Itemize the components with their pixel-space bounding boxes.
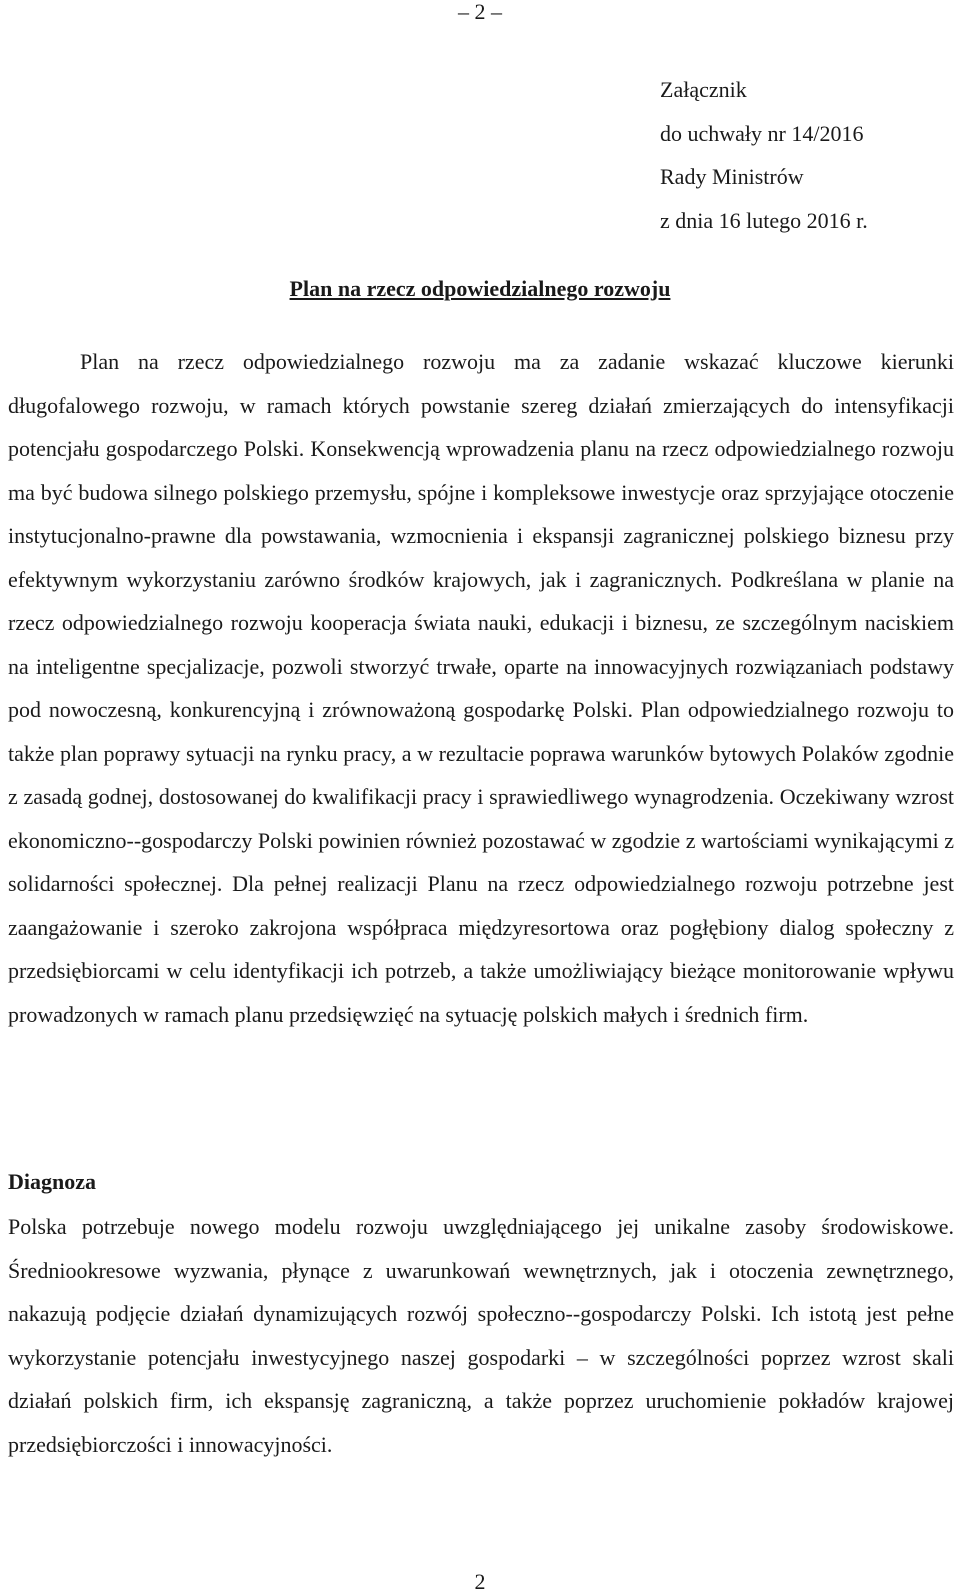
annex-date: z dnia 16 lutego 2016 r. (660, 207, 868, 233)
annex-block (660, 68, 868, 242)
annex-issuer: Rady Ministrów (660, 164, 804, 189)
header-page-number: – 2 – (458, 0, 502, 24)
annex-label: Załącznik (660, 77, 747, 102)
footer-page-number: 2 (474, 1569, 486, 1594)
intro-paragraph: Plan na rzecz odpowiedzialnego rozwoju ma za zadanie wskazać kluczowe kierunki długofalowego rozwoju, w ramach których powstanie szereg działań zmierzających do intensyfikacji potencjału gospodarczego Polski. Konsekwencją wprowadzenia planu na rzecz odpowiedzialnego rozwoju ma być budowa silnego polskiego przemysłu, spójne i kompleksowe inwestycje oraz sprzyjające otoczenie instytucjonalno-prawne dla powstawania, wzmocnienia i ekspansji zagranicznej polskiego biznesu przy efektywnym wykorzystaniu zarówno środków krajowych, jak i zagranicznych. Podkreślana w planie na rzecz odpowiedzialnego rozwoju kooperacja świata nauki, edukacji i biznesu, ze szczególnym naciskiem na inteligentne specjalizacje, pozwoli stworzyć trwałe, oparte na innowacyjnych rozwiązaniach podstawy pod nowoczesną, konkurencyjną i zrównoważoną gospodarkę Polski. Plan odpowiedzialnego rozwoju to także plan poprawy sytuacji na rynku pracy, a w rezultacie poprawa warunków bytowych Polaków zgodnie z zasadą godnej, dostosowanej do kwalifikacji pracy i sprawiedliwego wynagrodzenia. Oczekiwany wzrost ekonomiczno-‑gospodarczy Polski powinien również pozostawać w zgodzie z wartościami wynikającymi z solidarności społecznej. Dla pełnej realizacji Planu na rzecz odpowiedzialnego rozwoju potrzebne jest zaangażowanie i szeroko zakrojona współpraca międzyresortowa oraz pogłębiony dialog społeczny z przedsiębiorcami w celu identyfikacji ich potrzeb, a także umożliwiający bieżące monitorowanie wpływu prowadzonych w ramach planu przedsięwzięć na sytuację polskich małych i średnich firm. (8, 349, 954, 1027)
diagnoza-paragraph: Polska potrzebuje nowego modelu rozwoju uwzględniającego jej unikalne zasoby środowiskowe. Średniookresowe wyzwania, płynące z uwarunkowań wewnętrznych, jak i otoczenia zewnętrznego, nakazują podjęcie działań dynamizujących rozwój społeczno-‑gospodarczy Polski. Ich istotą jest pełne wykorzystanie potencjału inwestycyjnego naszej gospodarki – w szczególności poprzez wzrost skali działań polskich firm, ich ekspansję zagraniczną, a także poprzez uruchomienie pokładów krajowej przedsiębiorczości i innowacyjności. (8, 1214, 954, 1457)
section-heading-diagnoza: Diagnoza (8, 1169, 96, 1194)
annex-resolution-number: do uchwały nr 14/2016 (660, 120, 864, 146)
document-title: Plan na rzecz odpowiedzialnego rozwoju (289, 276, 671, 301)
